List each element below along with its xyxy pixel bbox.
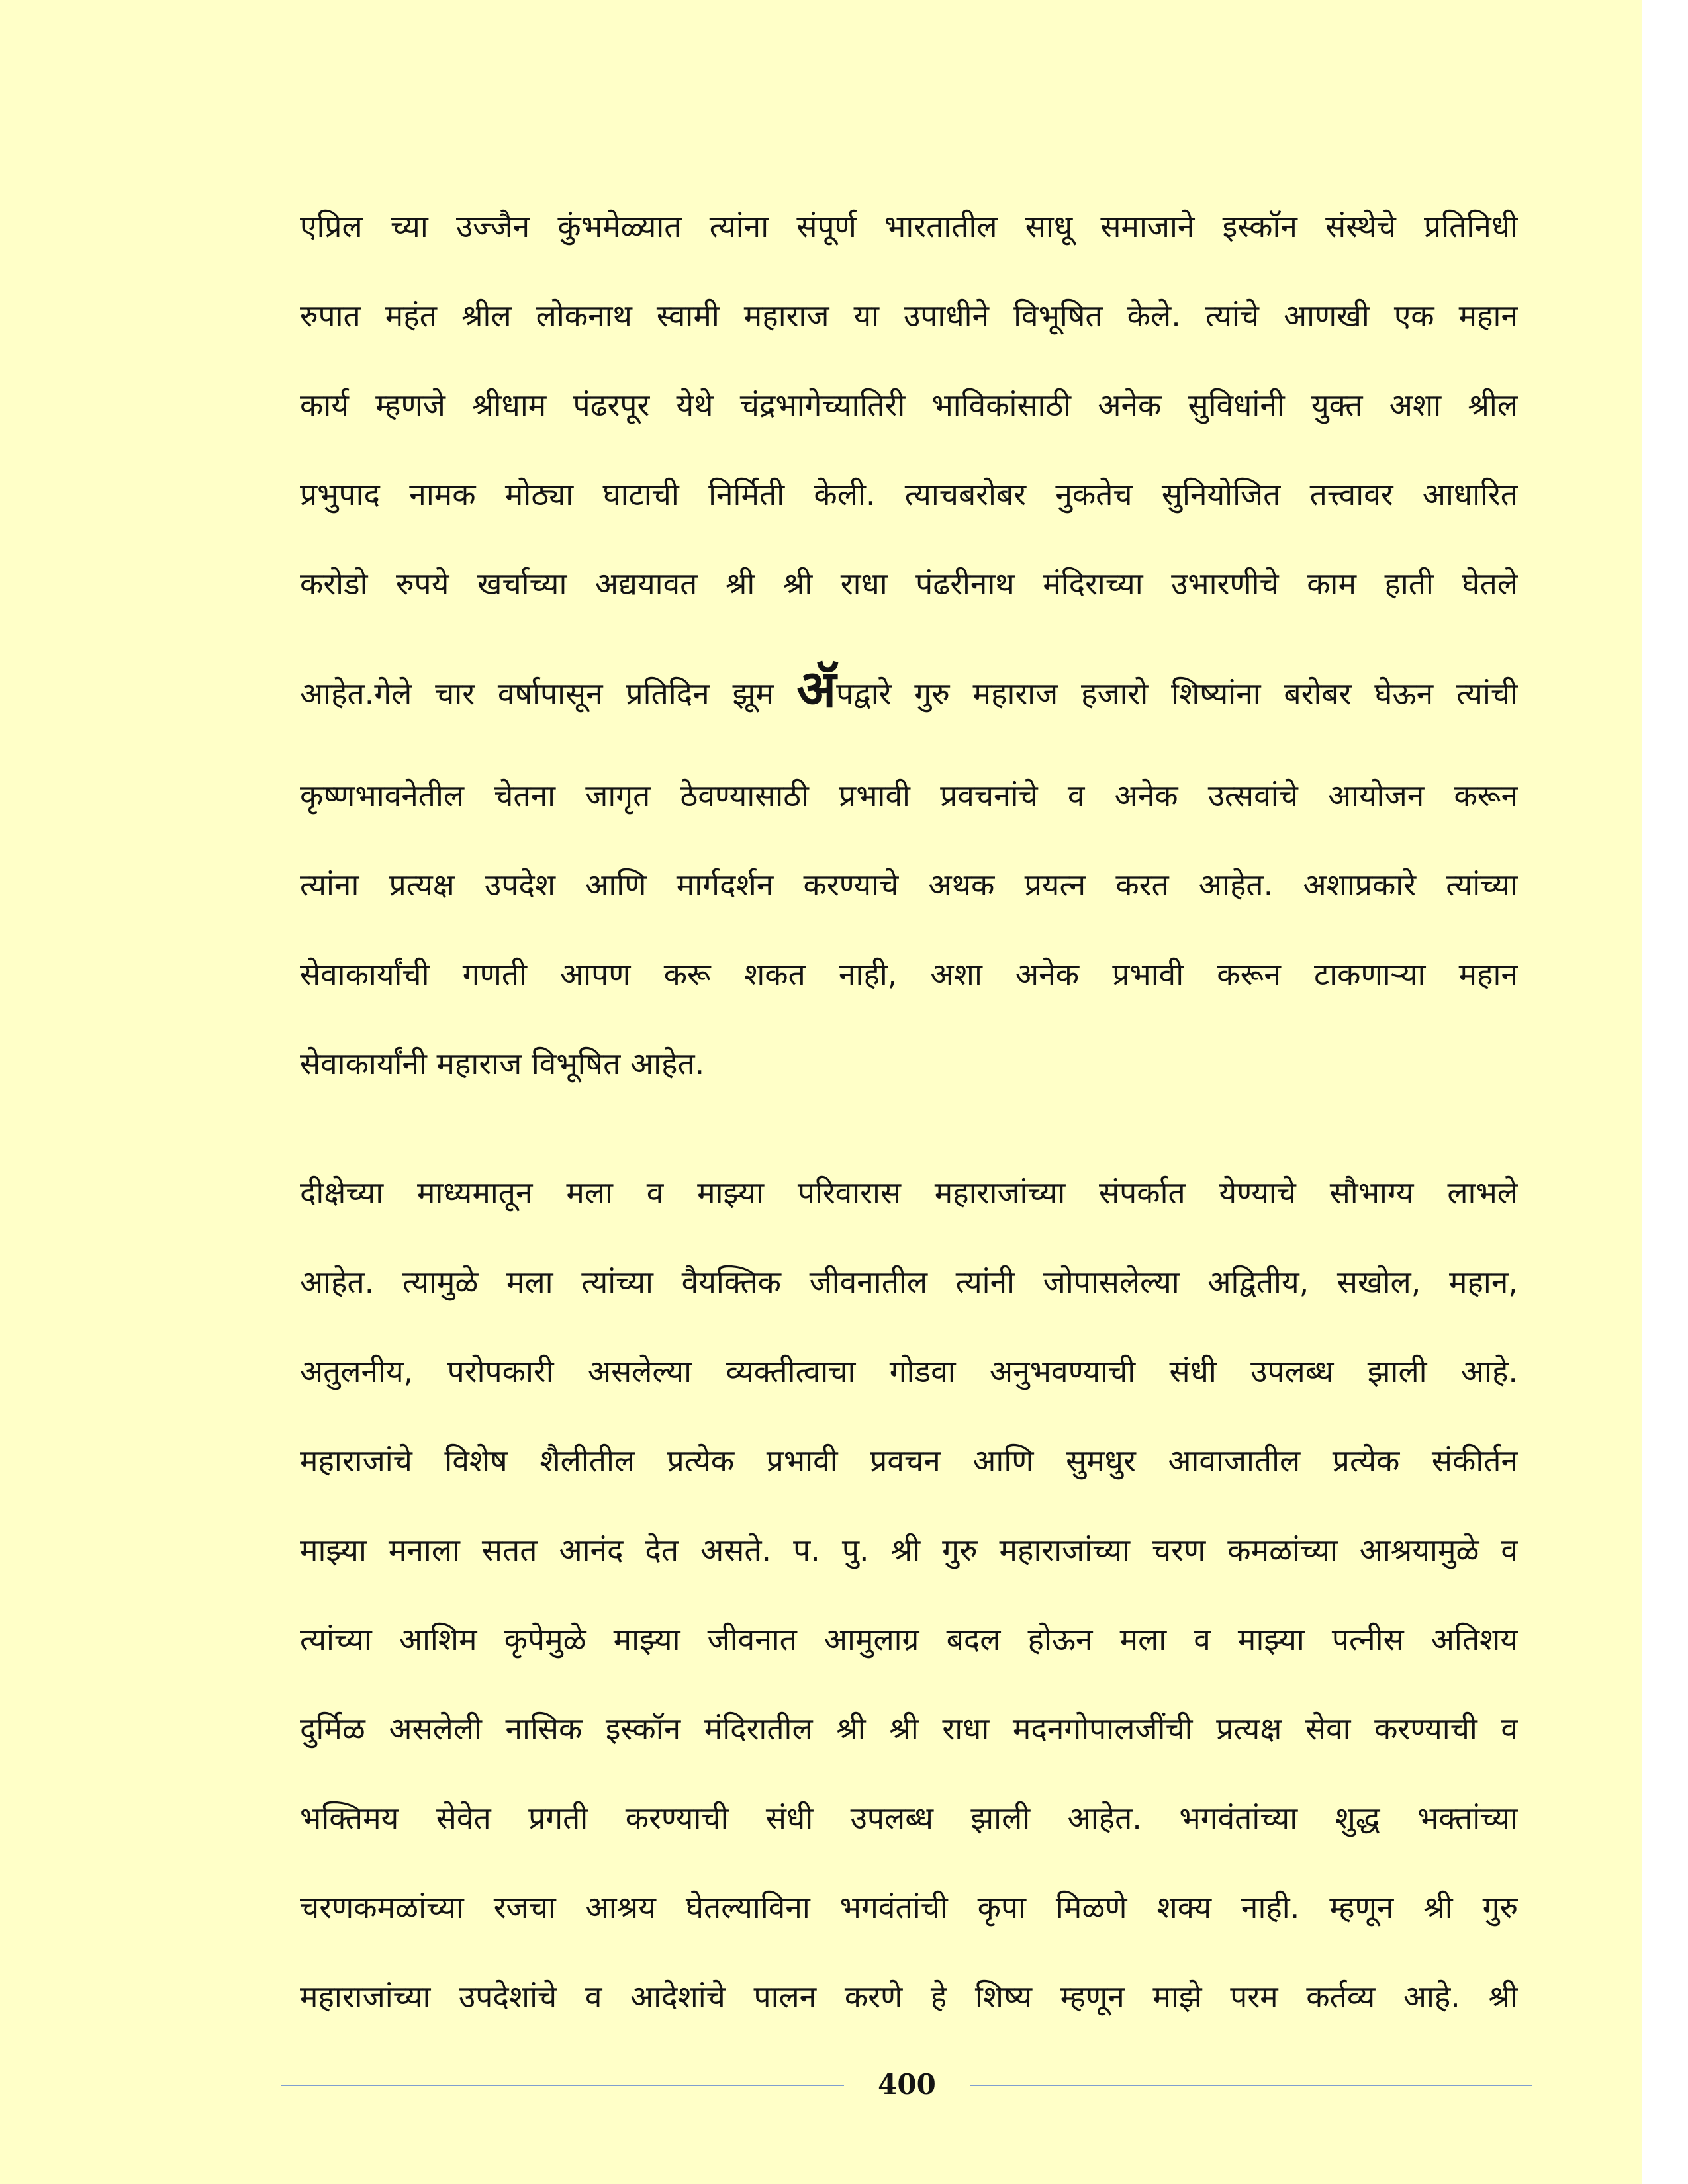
page-footer [281, 2065, 1532, 2105]
paragraph-line: महाराजांच्या उपदेशांचे व आदेशांचे पालन करणे हे शिष्य म्हणून माझे परम कर्तव्य आहे. श्री [300, 1979, 1518, 2015]
paragraph-line: दुर्मिळ असलेली नासिक इस्कॉन मंदिरातील श्री श्री राधा मदनगोपालजींची प्रत्यक्ष सेवा करण्याची व [300, 1711, 1518, 1747]
page-number: 400 [878, 2068, 936, 2101]
paragraph-1 [300, 182, 1518, 1109]
paragraph-line: करोडो रुपये खर्चाच्या अद्ययावत श्री श्री राधा पंढरीनाथ मंदिराच्या उभारणीचे काम हाती घेतले [300, 566, 1518, 602]
paragraph-line: प्रभुपाद नामक मोठ्या घाटाची निर्मिती केली. त्याचबरोबर नुकतेच सुनियोजित तत्त्वावर आधारित [300, 477, 1518, 512]
paragraph-line: माझ्या मनाला सतत आनंद देत असते. प. पु. श्री गुरु महाराजांच्या चरण कमळांच्या आश्रयामुळे व [300, 1532, 1518, 1568]
paragraph-line: एप्रिल च्या उज्जैन कुंभमेळ्यात त्यांना संपूर्ण भारतातील साधू समाजाने इस्कॉन संस्थेचे प्रतिनिधी [300, 208, 1518, 244]
paragraph-line-with-large-glyph [300, 629, 1518, 751]
paragraph-line: त्यांच्या आशिम कृपेमुळे माझ्या जीवनात आमुलाग्र बदल होऊन मला व माझ्या पत्नीस अतिशय [300, 1621, 1518, 1657]
paragraph-line: चरणकमळांच्या रजचा आश्रय घेतल्याविना भगवंतांची कृपा मिळणे शक्य नाही. म्हणून श्री गुरु [300, 1889, 1518, 1925]
paragraph-line: सेवाकार्यांनी महाराज विभूषित आहेत. [300, 1046, 705, 1081]
paragraph-line: दीक्षेच्या माध्यमातून मला व माझ्या परिवारास महाराजांच्या संपर्कात येण्याचे सौभाग्य लाभले [300, 1175, 1518, 1210]
footer-rule-right [970, 2085, 1532, 2086]
paragraph-line: रुपात महंत श्रील लोकनाथ स्वामी महाराज या उपाधीने विभूषित केले. त्यांचे आणखी एक महान [300, 298, 1518, 334]
paragraph-line: कृष्णभावनेतील चेतना जागृत ठेवण्यासाठी प्रभावी प्रवचनांचे व अनेक उत्सवांचे आयोजन करून [300, 778, 1518, 813]
paragraph-line: भक्तिमय सेवेत प्रगती करण्याची संधी उपलब्ध झाली आहेत. भगवंतांच्या शुद्ध भक्तांच्या [300, 1800, 1518, 1836]
large-glyph: ॲ [796, 660, 837, 719]
paragraph-line: आहेत. त्यामुळे मला त्यांच्या वैयक्तिक जीवनातील त्यांनी जोपासलेल्या अद्वितीय, सखोल, महान, [300, 1264, 1518, 1300]
line-text-after: पद्वारे गुरु महाराज हजारो शिष्यांना बरोबर घेऊन त्यांची [836, 676, 1518, 711]
paragraph-line: महाराजांचे विशेष शैलीतील प्रत्येक प्रभावी प्रवचन आणि सुमधुर आवाजातील प्रत्येक संकीर्तन [300, 1443, 1518, 1479]
footer-rule-left [281, 2085, 844, 2086]
paragraph-line: अतुलनीय, परोपकारी असलेल्या व्यक्तीत्वाचा गोडवा अनुभवण्याची संधी उपलब्ध झाली आहे. [300, 1353, 1518, 1389]
paragraph-line: कार्य म्हणजे श्रीधाम पंढरपूर येथे चंद्रभागेच्यातिरी भाविकांसाठी अनेक सुविधांनी युक्त अशा श्रील [300, 387, 1518, 423]
paragraph-line: त्यांना प्रत्यक्ष उपदेश आणि मार्गदर्शन करण्याचे अथक प्रयत्न करत आहेत. अशाप्रकारे त्यांच्या [300, 867, 1518, 903]
paragraph-2 [300, 1148, 1518, 2042]
paragraph-line: सेवाकार्यांची गणती आपण करू शकत नाही, अशा अनेक प्रभावी करून टाकणाऱ्या महान [300, 956, 1518, 992]
line-text-before: आहेत.गेले चार वर्षापासून प्रतिदिन झूम [300, 676, 797, 711]
